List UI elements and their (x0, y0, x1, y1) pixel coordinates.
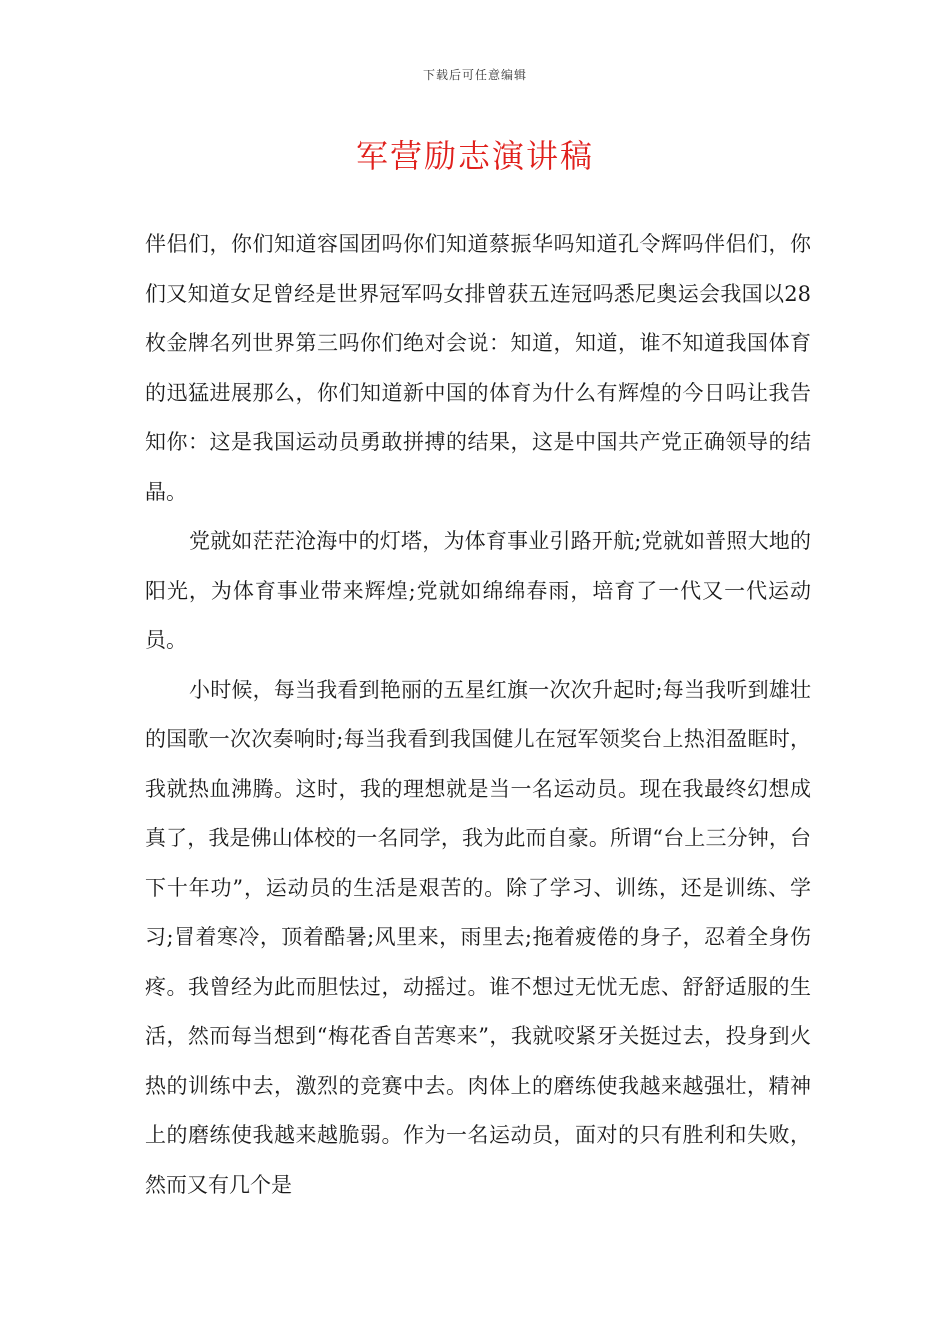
paragraph-1: 伴侣们，你们知道容国团吗你们知道蔡振华吗知道孔令辉吗伴侣们，你们又知道女足曾经是世界冠军吗女排曾获五连冠吗悉尼奥运会我国以28枚金牌名列世界第三吗你们绝对会说：知道，知道，谁不知道我国体育的迅猛进展那么，你们知道新中国的体育为什么有辉煌的今日吗让我告知你：这是我国运动员勇敢拼搏的结果，这是中国共产党正确领导的结晶。 (145, 232, 811, 504)
document-body (145, 220, 811, 1210)
paragraph-2: 党就如茫茫沧海中的灯塔，为体育事业引路开航;党就如普照大地的阳光，为体育事业带来辉煌;党就如绵绵春雨，培育了一代又一代运动员。 (145, 529, 811, 652)
header-note: 下载后可任意编辑 (422, 68, 527, 82)
document-title: 军营励志演讲稿 (355, 137, 594, 175)
paragraph-3: 小时候，每当我看到艳丽的五星红旗一次次升起时;每当我听到雄壮的国歌一次次奏响时;每当我看到我国健儿在冠军领奖台上热泪盈眶时，我就热血沸腾。这时，我的理想就是当一名运动员。现在我最终幻想成真了，我是佛山体校的一名同学，我为此而自豪。所谓“台上三分钟，台下十年功”，运动员的生活是艰苦的。除了学习、训练，还是训练、学习;冒着寒冷，顶着酷暑;风里来，雨里去;拖着疲倦的身子，忍着全身伤疼。我曾经为此而胆怯过，动摇过。谁不想过无忧无虑、舒舒适服的生活，然而每当想到“梅花香自苦寒来”，我就咬紧牙关挺过去，投身到火热的训练中去，激烈的竞赛中去。肉体上的磨练使我越来越强壮，精神上的磨练使我越来越脆弱。作为一名运动员，面对的只有胜利和失败，然而又有几个是 (145, 677, 811, 1197)
